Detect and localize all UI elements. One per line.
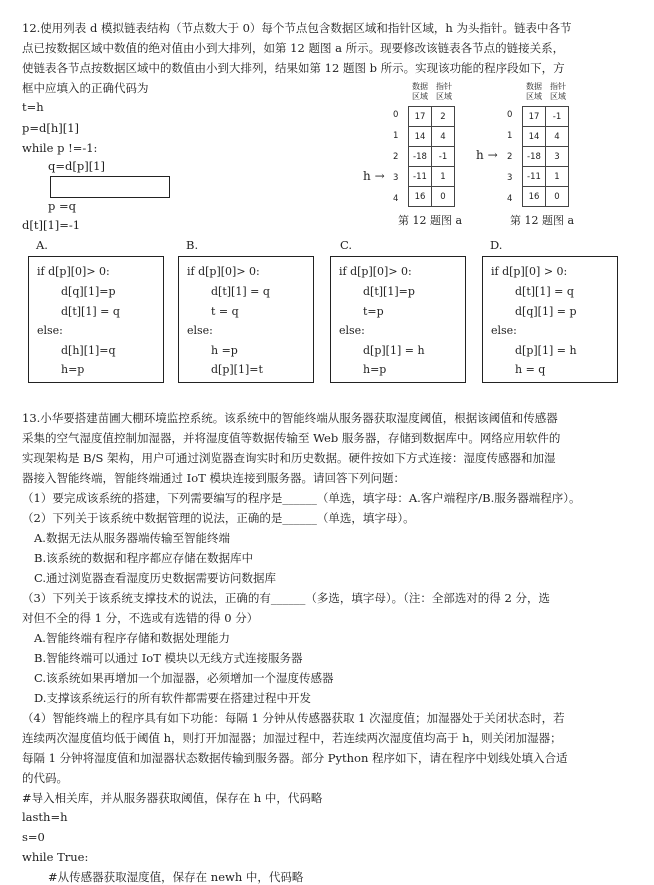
row-index: 4 [393,194,399,204]
code-line: d[q][1]=p [61,285,116,298]
table-cell: -1 [432,147,455,167]
row-index: 0 [393,110,399,120]
table-cell: 17 [523,107,546,127]
q13-line: （3）下列关于该系统支撑技术的说法，正确的有______（多选，填字母）。（注：全部选对的得 2 分，选 [22,591,550,605]
table-cell: 4 [546,127,569,147]
q13-line: 每隔 1 分钟将湿度值和加湿器状态数据传输到服务器。部分 Python 程序如下，请在程序中划线处填入合适 [22,751,568,765]
q13-choice: D.支撑该系统运行的所有软件都需要在搭建过程中开发 [34,691,311,705]
code-line: d[t][1]=p [363,285,415,298]
q12-code-line: d[t][1]=-1 [22,218,81,232]
table-cell: 0 [432,187,455,207]
q13-line: 采集的空气湿度值控制加湿器，并将湿度值等数据传输至 Web 服务器，存储到数据库中。网络应用软件的 [22,431,561,445]
table-cell: 16 [409,187,432,207]
code-line: else: [187,324,213,337]
code-line: d[p][1]=t [211,363,263,376]
q13-line: （2）下列关于该系统中数据管理的说法，正确的是______（单选，填字母）。 [22,511,415,525]
row-index: 3 [507,173,513,183]
table-header: 数据 区域 [412,82,428,101]
code-line: else: [37,324,63,337]
option-label-d: D. [490,238,503,252]
table-cell: -11 [523,167,546,187]
table-cell: 1 [546,167,569,187]
option-a-box [28,256,164,383]
table-cell: 1 [432,167,455,187]
q13-line: 实现架构是 B/S 架构，用户可通过浏览器查询实时和历史数据。硬件按如下方式连接：湿度传感器和加湿 [22,451,556,465]
code-line: d[h][1]=q [61,344,116,357]
option-b-box [178,256,314,383]
linked-list-table-a [408,106,455,207]
q13-code-line: lasth=h [22,810,68,824]
q13-code-line: #导入相关库，并从服务器获取阈值，保存在 h 中，代码略 [22,791,323,805]
q13-line: 连续两次湿度值均低于阈值 h，则打开加湿器；加湿过程中，若连续两次湿度值均高于 h，则关闭加湿器； [22,731,562,745]
q13-line: 器接入智能终端，智能终端通过 IoT 模块连接到服务器。请回答下列问题： [22,471,405,485]
table-header: 指针 区域 [436,82,452,101]
code-line: d[q][1] = p [515,305,577,318]
option-d-box [482,256,618,383]
q13-choice: B.智能终端可以通过 IoT 模块以无线方式连接服务器 [34,651,303,665]
q12-intro-line: 点已按数据区域中数值的绝对值由小到大排列，如第 12 题图 a 所示。现要修改该链表各节点的链接关系， [22,41,565,55]
row-index: 3 [393,173,399,183]
q13-choice: C.该系统如果再增加一个加湿器，必须增加一个湿度传感器 [34,671,334,685]
table-cell: 4 [432,127,455,147]
code-line: h=p [61,363,85,376]
table-cell: 3 [546,147,569,167]
q12-intro-line: 12.使用列表 d 模拟链表结构（节点数大于 0）每个节点包含数据区域和指针区域，h 为头指针。链表中各节 [22,21,572,35]
q13-code-line: s=0 [22,830,45,844]
head-pointer: h → [363,169,385,183]
table-cell: 2 [432,107,455,127]
figure-caption: 第 12 题图 a [510,214,575,227]
code-line: else: [339,324,365,337]
q12-code-line: t=h [22,100,44,114]
option-label-c: C. [340,238,353,252]
q12-intro-line: 框中应填入的正确代码为 [22,81,149,95]
linked-list-table-b [522,106,569,207]
table-cell: -11 [409,167,432,187]
option-label-b: B. [186,238,199,252]
table-cell: -18 [409,147,432,167]
q13-code-line: #从传感器获取湿度值，保存在 newh 中，代码略 [48,870,304,884]
code-line: t = q [211,305,239,318]
q13-line: 13.小华要搭建苗圃大棚环境监控系统。该系统中的智能终端从服务器获取湿度阈值，根据该阈值和传感器 [22,411,558,425]
code-line: t=p [363,305,384,318]
q13-choice: B.该系统的数据和程序都应存储在数据库中 [34,551,254,565]
code-line: d[p][1] = h [363,344,425,357]
code-line: else: [491,324,517,337]
table-cell: 16 [523,187,546,207]
q12-code-line: p =q [48,199,77,213]
table-header: 数据 区域 [526,82,542,101]
code-line: d[t][1] = q [211,285,270,298]
q13-line: （4）智能终端上的程序具有如下功能：每隔 1 分钟从传感器获取 1 次湿度值；加湿器处于关闭状态时，若 [22,711,565,725]
arrow-icon: → [487,148,498,162]
code-line: if d[p][0] > 0: [491,265,568,278]
q13-choice: C.通过浏览器查看湿度历史数据需要访问数据库 [34,571,277,585]
table-cell: 14 [409,127,432,147]
code-line: h =p [211,344,238,357]
row-index: 2 [507,152,513,162]
table-cell: 0 [546,187,569,207]
table-cell: 14 [523,127,546,147]
code-line: h=p [363,363,387,376]
code-line: if d[p][0]> 0: [37,265,110,278]
option-label-a: A. [36,238,48,252]
q12-intro-line: 使链表各节点按数据区域中的数值由小到大排列，结果如第 12 题图 b 所示。实现该功能的程序段如下，方 [22,61,565,75]
arrow-icon: → [374,169,385,183]
table-cell: -1 [546,107,569,127]
row-index: 1 [393,131,399,141]
head-pointer: h → [476,148,498,162]
option-c-box [330,256,466,383]
code-line: if d[p][0]> 0: [339,265,412,278]
row-index: 0 [507,110,513,120]
q12-code-line: p=d[h][1] [22,121,80,135]
code-line: d[p][1] = h [515,344,577,357]
q13-line: 的代码。 [22,771,68,785]
table-cell: -18 [523,147,546,167]
q13-code-line: while True: [22,850,89,864]
table-header: 指针 区域 [550,82,566,101]
q12-code-line: q=d[p][1] [48,159,105,173]
code-line: d[t][1] = q [61,305,120,318]
row-index: 1 [507,131,513,141]
code-line: if d[p][0]> 0: [187,265,260,278]
q13-choice: A.智能终端有程序存储和数据处理能力 [34,631,230,645]
row-index: 4 [507,194,513,204]
table-cell: 17 [409,107,432,127]
q13-line: 对但不全的得 1 分，不选或有选错的得 0 分） [22,611,259,625]
row-index: 2 [393,152,399,162]
q13-line: （1）要完成该系统的搭建，下列需要编写的程序是______（单选，填字母：A.客户端程序/B.服务器端程序）。 [22,491,581,505]
answer-blank-box [50,176,170,198]
q12-code-line: while p !=-1: [22,141,98,155]
code-line: d[t][1] = q [515,285,574,298]
q13-choice: A.数据无法从服务器端传输至智能终端 [34,531,230,545]
figure-caption: 第 12 题图 a [398,214,463,227]
code-line: h = q [515,363,546,376]
